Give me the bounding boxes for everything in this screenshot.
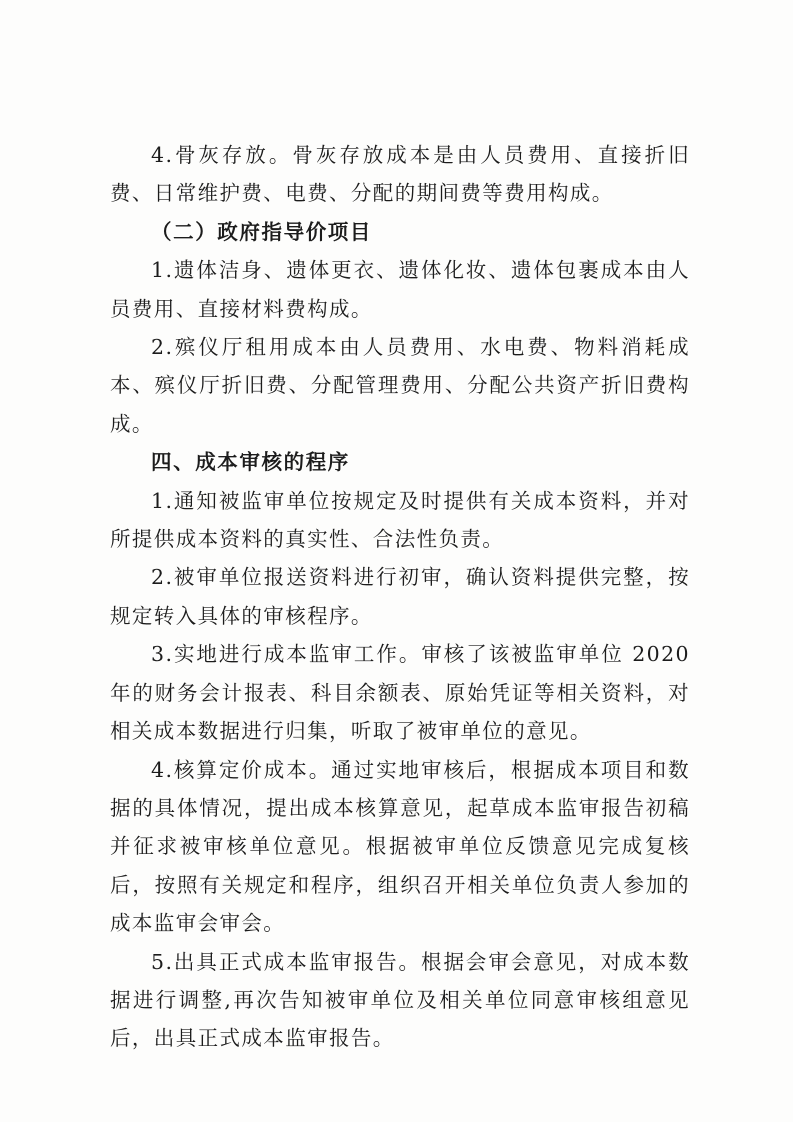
paragraph-procedure-2: 2.被审单位报送资料进行初审，确认资料提供完整，按规定转入具体的审核程序。: [110, 565, 690, 628]
paragraph-ash-storage: 4.骨灰存放。骨灰存放成本是由人员费用、直接折旧费、日常维护费、电费、分配的期间费等费用构成。: [110, 143, 690, 206]
paragraph-body-care: 1.遗体洁身、遗体更衣、遗体化妆、遗体包裹成本由人员费用、直接材料费构成。: [110, 258, 690, 321]
paragraph-procedure-1: 1.通知被监审单位按规定及时提供有关成本资料，并对所提供成本资料的真实性、合法性负责。: [110, 488, 690, 552]
paragraph-funeral-hall-rental: 2.殡仪厅租用成本由人员费用、水电费、物料消耗成本、殡仪厅折旧费、分配管理费用、分配公共资产折旧费构成。: [110, 335, 690, 436]
paragraph-procedure-3: 3.实地进行成本监审工作。审核了该被监审单位 2020 年的财务会计报表、科目余额表、原始凭证等相关资料，对相关成本数据进行归集，听取了被审单位的意见。: [110, 642, 690, 744]
section-heading-audit-procedure: 四、成本审核的程序: [151, 450, 350, 475]
paragraph-procedure-4: 4.核算定价成本。通过实地审核后，根据成本项目和数据的具体情况，提出成本核算意见，起草成本监审报告初稿并征求被审核单位意见。根据被审单位反馈意见完成复核后，按照有关规定和程序，组织召开相关单位负责人参加的成本监审会审会。: [110, 757, 690, 936]
section-heading-government-guided-price: （二）政府指导价项目: [151, 219, 372, 244]
document-body: [110, 136, 690, 1058]
paragraph-procedure-5: 5.出具正式成本监审报告。根据会审会意见，对成本数据进行调整,再次告知被审单位及相关单位同意审核组意见后，出具正式成本监审报告。: [110, 949, 690, 1051]
